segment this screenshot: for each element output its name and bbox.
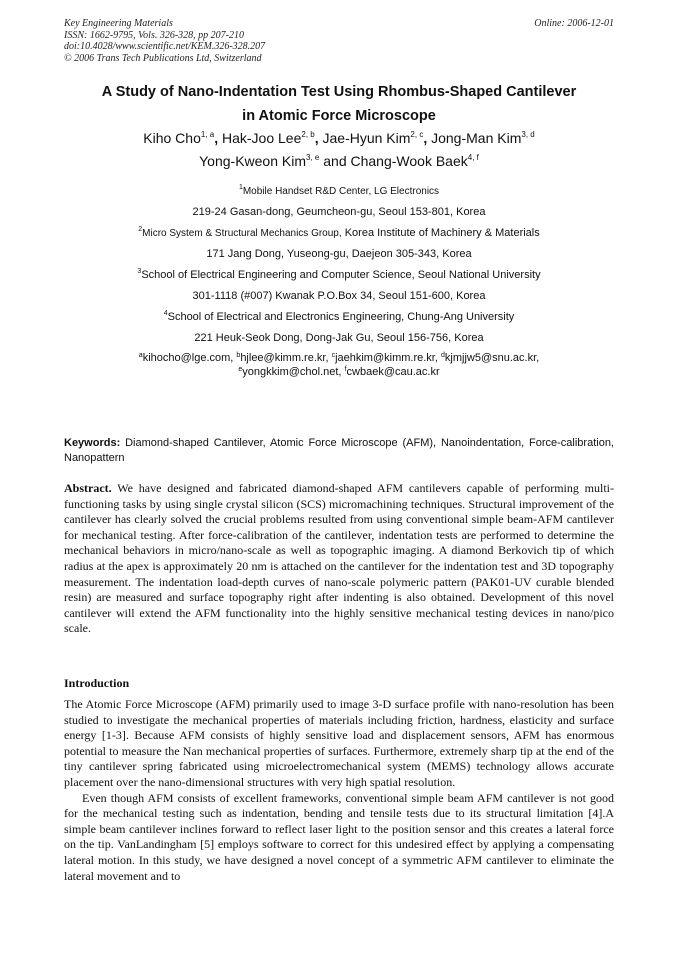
email-sup: e (238, 366, 243, 373)
author-line-1 (64, 127, 614, 150)
journal-header (64, 18, 614, 64)
email-sup: c (331, 352, 336, 359)
author-sup: 3, e (306, 153, 320, 162)
author-line-2 (64, 150, 614, 173)
online-date: Online: 2006-12-01 (534, 18, 614, 29)
introduction-body (64, 697, 614, 884)
author-sup: 3, d (521, 130, 535, 139)
section-heading-introduction: Introduction (64, 676, 130, 690)
author-name: Chang-Wook Baek (350, 153, 468, 169)
email-line-2 (64, 365, 614, 379)
abstract-label: Abstract. (64, 481, 112, 495)
email-address[interactable]: yongkkim@chol.net, (242, 366, 342, 378)
author-sup: 2, c (410, 130, 424, 139)
abstract-text: We have designed and fabricated diamond-shaped AFM cantilevers capable of performing multi-functioning tasks by using single crystal silicon (SCS) micromachining techniques. Structural improvement of the cantilever has clearly solved the crucial problems resulted from using conventional simple beam-AFM cantilever for mechanical testing. After force-calibration of the cantilever, indentation tests are performed to determine the mechanical behaviors in micro/nano-scale as well as topographic imaging. A diamond Berkovich tip of which radius at the apex is approximately 20 nm is attached on the cantilever for the indentation test and 3D topography measurement. The indentation load-depth curves of nano-scale polymeric pattern (PAK01-UV curable blended resin) are measured and surface topography right after indenting is also obtained. Development of this novel cantilever will extend the AFM functionality into the highly sensitive mechanical testing devices in nano/pico scale. (64, 481, 614, 636)
affiliation-address: 171 Jang Dong, Yuseong-gu, Daejeon 305-343, Korea (206, 248, 472, 260)
affiliation-group: Micro System & Structural Mechanics Group, (142, 228, 342, 239)
email-sup: b (236, 352, 241, 359)
affiliation-address: 301-1118 (#007) Kwanak P.O.Box 34, Seoul 151-600, Korea (192, 290, 486, 302)
issn-line: ISSN: 1662-9795, Vols. 326-328, pp 207-210 (64, 29, 244, 41)
affiliation-name: Mobile Handset R&D Center, LG Electronics (242, 186, 440, 197)
keywords-text: Diamond-shaped Cantilever, Atomic Force Microscope (AFM), Nanoindentation, Force-calibration, Nanopattern (64, 437, 614, 464)
title-line-2: in Atomic Force Microscope (242, 108, 436, 124)
author-sup: 1, a (200, 130, 215, 139)
affiliation-org (64, 307, 614, 328)
affiliation-sup: 4 (163, 310, 168, 317)
abstract-paragraph (64, 481, 614, 637)
affiliation-sup: 1 (238, 184, 243, 191)
author-sup: 4, f (467, 153, 479, 162)
email-address[interactable]: kihocho@lge.com, (142, 352, 234, 364)
affiliation-org (64, 181, 614, 202)
email-sup: d (440, 352, 445, 359)
email-list (64, 351, 614, 379)
intro-paragraph-1: The Atomic Force Microscope (AFM) primarily used to image 3-D surface profile with nano-resolution has been studied to investigate the mechanical properties of materials including friction, hardness, elasticity and surface energy [1-3]. Because AFM consists of highly sensitive load and displacement sensors, AFM has enormous potential to measure the Nan mechanical properties of surfaces. Furthermore, extremely sharp tip at the end of the tiny cantilever spring fabricated using microelectromechanical system (MEMS) technology allows accurate placement over the nano-dimensional structures with very high spatial resolution. (64, 697, 614, 789)
author-sep: , (214, 130, 219, 146)
journal-name: Key Engineering Materials (64, 18, 173, 29)
affiliation-name: School of Electrical Engineering and Computer Science, Seoul National University (141, 269, 541, 281)
author-sup: 2, b (301, 130, 315, 139)
author-name: Hak-Joo Lee (221, 130, 302, 146)
affiliation-name: Korea Institute of Machinery & Materials (341, 227, 540, 239)
email-sup: a (138, 352, 143, 359)
copyright-line: © 2006 Trans Tech Publications Ltd, Switzerland (64, 52, 262, 64)
author-sep: , (423, 130, 428, 146)
doi-line: doi:10.4028/www.scientific.net/KEM.326-328.207 (64, 41, 266, 52)
email-address[interactable]: kjmjjw5@snu.ac.kr, (444, 352, 540, 364)
affiliations (64, 181, 614, 349)
keywords-label: Keywords: (64, 437, 121, 449)
affiliation-address: 219-24 Gasan-dong, Geumcheon-gu, Seoul 153-801, Korea (192, 206, 486, 218)
author-name: Jong-Man Kim (431, 130, 522, 146)
intro-paragraph-2: Even though AFM consists of excellent frameworks, conventional simple beam AFM cantilever is not good for the mechanical testing such as indentation, bending and tensile tests due to its structural limitation [4].A simple beam cantilever inclines forward to reflect laser light to the position sensor and this creates a lateral force on the tip. VanLandingham [5] employs software to correct for this undesired effect by applying a compensating lateral motion. In this study, we have designed a novel concept of a symmetric AFM cantilever to eliminate the lateral movement and to (64, 790, 614, 883)
email-address[interactable]: cwbaek@cau.ac.kr (346, 366, 440, 378)
author-sep: and (319, 153, 347, 169)
affiliation-sup: 2 (138, 226, 143, 233)
paper-title (64, 80, 614, 128)
author-sep: , (314, 130, 319, 146)
title-line-1: A Study of Nano-Indentation Test Using Rhombus-Shaped Cantilever (101, 84, 577, 100)
affiliation-org (64, 265, 614, 286)
author-name: Jae-Hyun Kim (322, 130, 411, 146)
author-name: Yong-Kweon Kim (199, 153, 307, 169)
affiliation-address: 221 Heuk-Seok Dong, Dong-Jak Gu, Seoul 156-756, Korea (194, 332, 484, 344)
affiliation-name: School of Electrical and Electronics Engineering, Chung-Ang University (167, 311, 515, 323)
affiliation-org (64, 223, 614, 244)
author-list (64, 127, 614, 173)
keywords-paragraph (64, 436, 614, 466)
email-address[interactable]: jaehkim@kimm.re.kr, (335, 352, 438, 364)
affiliation-sup: 3 (137, 268, 142, 275)
author-name: Kiho Cho (143, 130, 201, 146)
email-sup: f (344, 366, 347, 373)
email-address[interactable]: hjlee@kimm.re.kr, (240, 352, 329, 364)
email-line-1 (64, 351, 614, 365)
